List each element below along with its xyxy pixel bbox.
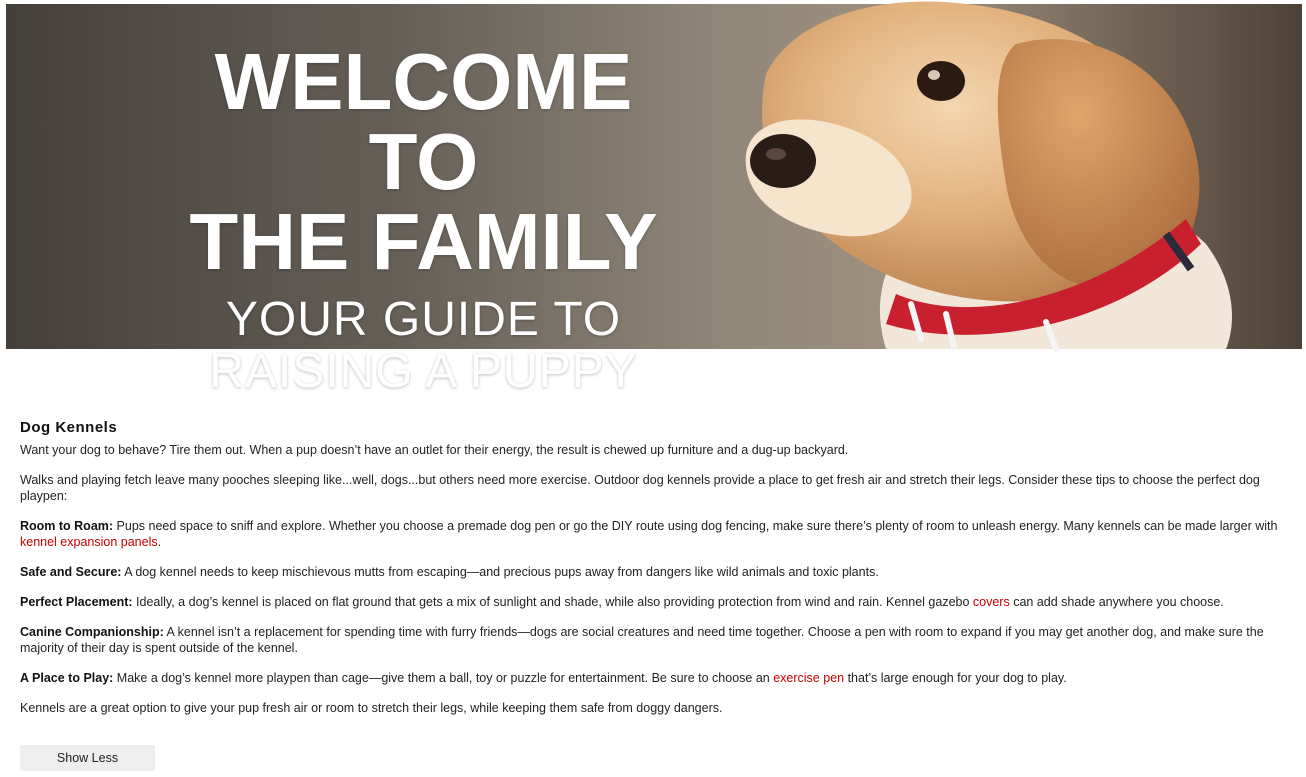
tip-canine-companionship: [20, 624, 1290, 656]
tip-heading: Perfect Placement:: [20, 595, 133, 609]
tip-room-to-roam: [20, 518, 1290, 550]
tip-text-after: that’s large enough for your dog to play.: [844, 671, 1067, 685]
tip-heading: Safe and Secure:: [20, 565, 122, 579]
tips-intro-paragraph: Walks and playing fetch leave many pooches sleeping like...well, dogs...but others need more exercise. Outdoor dog kennels provide a place to get fresh air and stretch their legs. Consider these tips to choose the perfect dog playpen:: [20, 473, 1260, 503]
hero-headline: [156, 37, 691, 398]
tip-text-after: .: [157, 535, 162, 549]
hero-subtitle-line2: RAISING A PUPPY: [209, 345, 638, 398]
hero-title-line2: THE FAMILY: [189, 197, 658, 286]
hero-title-line1: WELCOME TO: [214, 37, 633, 206]
tip-safe-and-secure: [20, 564, 1290, 580]
tip-heading: A Place to Play:: [20, 671, 114, 685]
tip-text: Pups need space to sniff and explore. Whether you choose a premade dog pen or go the DIY route using dog fencing, make sure there’s plenty of room to unleash energy. Many kennels can be made larger with: [113, 519, 1278, 533]
tip-heading: Room to Roam:: [20, 519, 114, 533]
covers-link[interactable]: covers: [972, 595, 1010, 609]
exercise-pen-link[interactable]: exercise pen: [773, 671, 845, 685]
tip-heading: Canine Companionship:: [20, 625, 164, 639]
tip-text: A kennel isn’t a replacement for spending time with furry friends—dogs are social creatures and need time together. Choose a pen with room to expand if you may get another dog, and make sure the majority of their day is spent outside of the kennel.: [20, 625, 1264, 655]
tip-place-to-play: [20, 670, 1290, 686]
closing-paragraph: Kennels are a great option to give your pup fresh air or room to stretch their legs, while keeping them safe from doggy dangers.: [20, 701, 723, 715]
hero-subtitle-line1: YOUR GUIDE TO: [225, 293, 622, 346]
tip-text: Make a dog’s kennel more playpen than cage—give them a ball, toy or puzzle for entertainment. Be sure to choose an: [113, 671, 774, 685]
tip-text-after: can add shade anywhere you choose.: [1009, 595, 1224, 609]
tip-perfect-placement: [20, 594, 1290, 610]
tip-text: Ideally, a dog’s kennel is placed on flat ground that gets a mix of sunlight and shade, while also providing protection from wind and rain. Kennel gazebo: [132, 595, 973, 609]
article-body: [20, 418, 1290, 730]
kennel-expansion-panels-link[interactable]: kennel expansion panels: [20, 535, 158, 549]
article-title: Dog Kennels: [20, 419, 118, 436]
show-less-button[interactable]: Show Less: [20, 745, 155, 771]
tip-text: A dog kennel needs to keep mischievous mutts from escaping—and precious pups away from dangers like wild animals and toxic plants.: [121, 565, 879, 579]
hero-banner: [6, 4, 1302, 398]
intro-paragraph: Want your dog to behave? Tire them out. When a pup doesn’t have an outlet for their energy, the result is chewed up furniture and a dug-up backyard.: [20, 443, 849, 457]
